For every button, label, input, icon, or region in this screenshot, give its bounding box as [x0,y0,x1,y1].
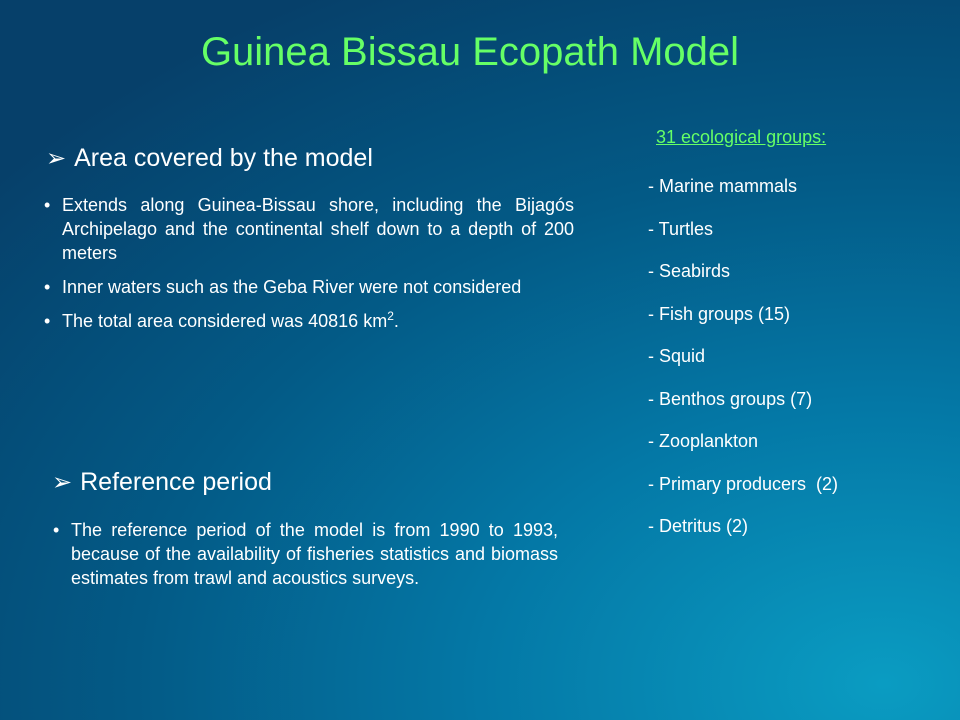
area-bullet-item [44,309,574,333]
group-item: - Turtles [648,218,714,239]
reference-bullet-list [53,518,558,590]
area-heading-text: Area covered by the model [74,144,373,172]
arrow-bullet-icon: ➢ [52,468,73,496]
reference-heading [52,468,272,497]
area-unit-superscript: 2 [387,309,394,323]
reference-bullet-text: The reference period of the model is from 1990 to 1993, because of the availability of fisheries statistics and biomass estimates from trawl and acoustics surveys. [71,520,558,588]
group-item: - Primary producers (2) [648,473,839,494]
group-item: - Marine mammals [648,176,798,196]
area-total-text: The total area considered was 40816 km [62,311,388,331]
reference-heading-text: Reference period [80,468,272,496]
slide-title: Guinea Bissau Ecopath Model [200,30,740,74]
area-heading [46,144,373,173]
groups-header: 31 ecological groups: [656,127,827,147]
bullet-dot-icon: • [44,277,51,297]
arrow-bullet-icon: ➢ [46,144,67,172]
group-item: - Zooplankton [648,431,759,451]
bullet-dot-icon: • [44,195,51,215]
group-item: - Fish groups (15) [648,303,791,324]
reference-bullet-item [53,518,558,590]
area-bullet-text: Inner waters such as the Geba River were not considered [62,277,522,297]
area-bullet-item [44,193,574,265]
area-bullet-list [44,193,574,333]
group-item: - Seabirds [648,261,731,281]
area-total-end: . [393,311,399,331]
group-item: - Benthos groups (7) [648,388,813,409]
bullet-dot-icon: • [44,311,51,331]
group-item: - Detritus (2) [648,516,749,536]
groups-list [648,175,838,558]
area-bullet-item [44,275,574,299]
group-item: - Squid [648,346,706,366]
bullet-dot-icon: • [53,520,60,540]
area-bullet-text: Extends along Guinea-Bissau shore, including the Bijagós Archipelago and the continental shelf down to a depth of 200 meters [62,195,574,263]
